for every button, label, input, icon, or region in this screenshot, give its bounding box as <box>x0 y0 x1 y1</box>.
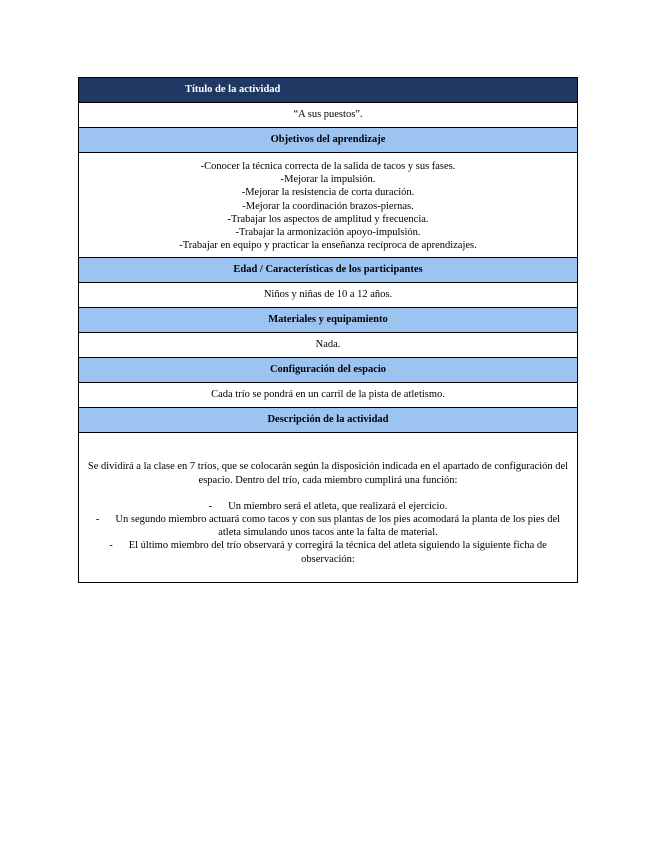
objective-item: -Mejorar la impulsión. <box>280 174 376 186</box>
list-item-text: El último miembro del trío observará y corregirá la técnica del atleta siguiendo la siguiente ficha de observación: <box>128 540 547 565</box>
objective-item: -Trabajar en equipo y practicar la enseñanza recíproca de aprendizajes. <box>179 240 477 252</box>
materials-header: Materiales y equipamiento <box>79 308 577 333</box>
activity-table <box>78 77 578 583</box>
title-value: “A sus puestos”. <box>79 103 577 128</box>
list-item <box>87 500 569 513</box>
objective-item: -Mejorar la coordinación brazos-piernas. <box>242 200 414 212</box>
objective-item: -Conocer la técnica correcta de la salida de tacos y sus fases. <box>200 161 456 172</box>
list-item-text: Un miembro será el atleta, que realizará el ejercicio. <box>228 500 448 512</box>
description-body <box>79 433 577 581</box>
bullet-dash: - <box>208 500 213 512</box>
list-item-text: Un segundo miembro actuará como tacos y con sus plantas de los pies acomodará la planta de los pies del atleta simulando unos tacos ante la falta de material. <box>115 514 561 539</box>
materials-value: Nada. <box>79 333 577 358</box>
age-header: Edad / Características de los participantes <box>79 258 577 283</box>
space-header: Configuración del espacio <box>79 358 577 383</box>
description-list <box>87 500 569 566</box>
bullet-dash: - <box>95 514 100 526</box>
bullet-dash: - <box>109 540 113 552</box>
age-value: Niños y niñas de 10 a 12 años. <box>79 283 577 308</box>
title-header: Título de la actividad <box>79 78 577 103</box>
objective-item: -Trabajar la armonización apoyo-impulsión. <box>235 227 421 239</box>
objective-item: -Trabajar los aspectos de amplitud y frecuencia. <box>227 213 429 225</box>
objective-item: -Mejorar la resistencia de corta duración. <box>241 187 415 199</box>
list-item <box>87 513 569 539</box>
description-header: Descripción de la actividad <box>79 408 577 433</box>
objectives-header: Objetivos del aprendizaje <box>79 128 577 153</box>
space-value: Cada trío se pondrá en un carril de la pista de atletismo. <box>79 383 577 408</box>
list-item <box>87 539 569 565</box>
objectives-list <box>79 153 577 258</box>
description-intro: Se dividirá a la clase en 7 tríos, que se colocarán según la disposición indicada en el apartado de configuración del espacio. Dentro del trío, cada miembro cumplirá una función: <box>87 461 569 486</box>
